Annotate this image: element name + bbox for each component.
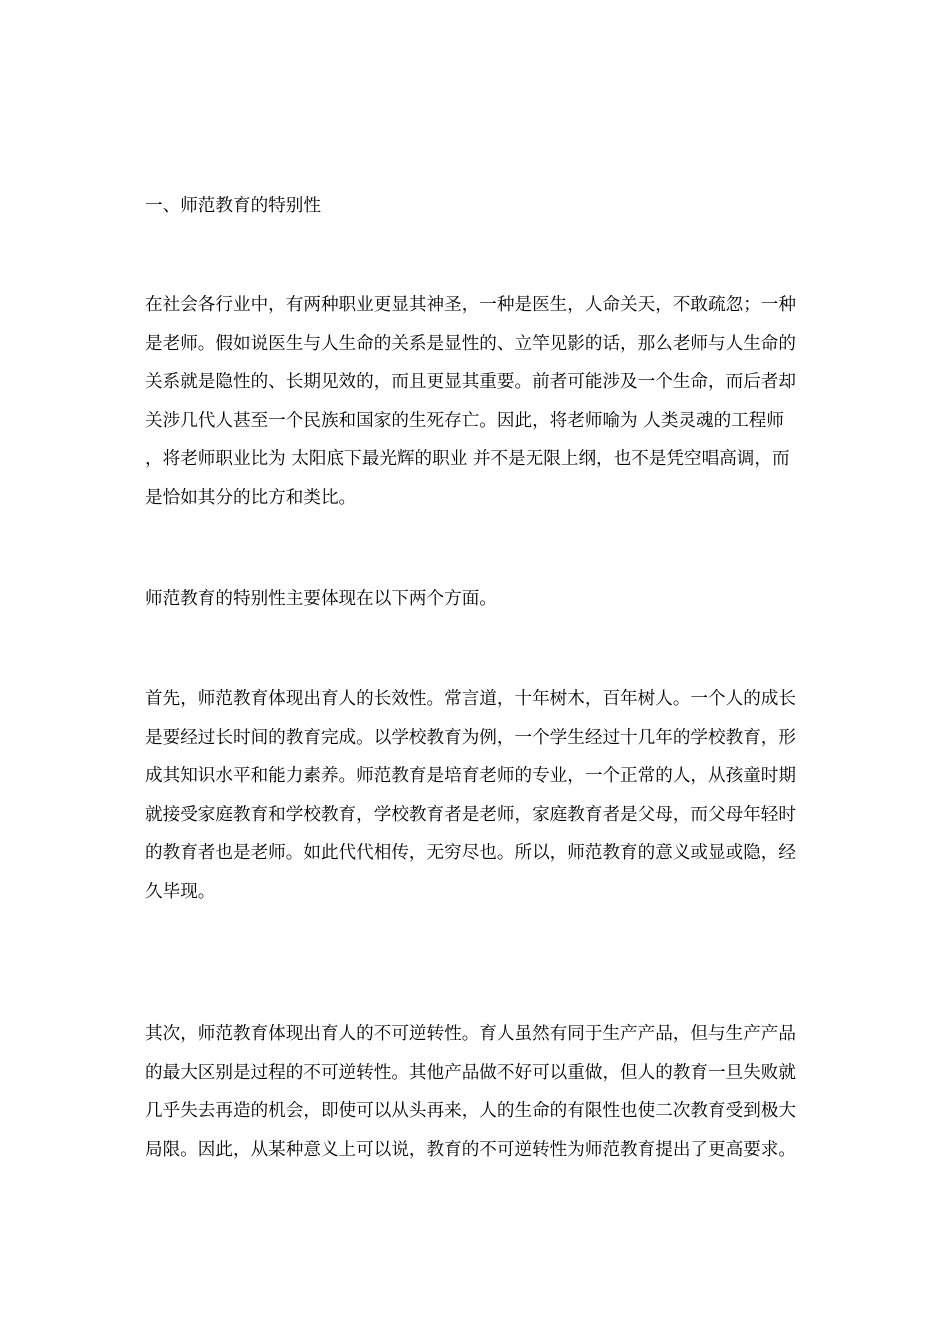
paragraph-summary: 师范教育的特别性主要体现在以下两个方面。 bbox=[145, 589, 497, 609]
section-heading: 一、师范教育的特别性 bbox=[145, 196, 321, 216]
paragraph-professions: 在社会各行业中，有两种职业更显其神圣，一种是医生，人命关天，不敢疏忽；一种是老师。假如说医生与人生命的关系是显性的、立竿见影的话，那么老师与人生命的关系就是隐性的、长期见效的，而且更显其重要。前者可能涉及一个生命，而后者却关涉几代人甚至一个民族和国家的生死存亡。因此，将老师喻为 人类灵魂的工程师 ，将老师职业比为 太阳底下最光辉的职业 并不是无限上纲，也不是凭空唱高调，而是恰如其分的比方和类比。 bbox=[145, 295, 796, 508]
paragraph-irreversibility: 其次，师范教育体现出育人的不可逆转性。育人虽然有同于生产产品，但与生产产品的最大区别是过程的不可逆转性。其他产品做不好可以重做，但人的教育一旦失败就几乎失去再造的机会，即使可以从头再来，人的生命的有限性也使二次教育受到极大局限。因此，从某种意义上可以说，教育的不可逆转性为师范教育提出了更高要求。 bbox=[145, 1024, 796, 1160]
paragraph-long-term-effect: 首先，师范教育体现出育人的长效性。常言道，十年树木，百年树人。一个人的成长是要经过长时间的教育完成。以学校教育为例，一个学生经过十几年的学校教育，形成其知识水平和能力素养。师范教育是培育老师的专业，一个正常的人，从孩童时期就接受家庭教育和学校教育，学校教育者是老师，家庭教育者是父母，而父母年轻时的教育者也是老师。如此代代相传，无穷尽也。所以，师范教育的意义或显或隐，经久毕现。 bbox=[145, 689, 796, 902]
